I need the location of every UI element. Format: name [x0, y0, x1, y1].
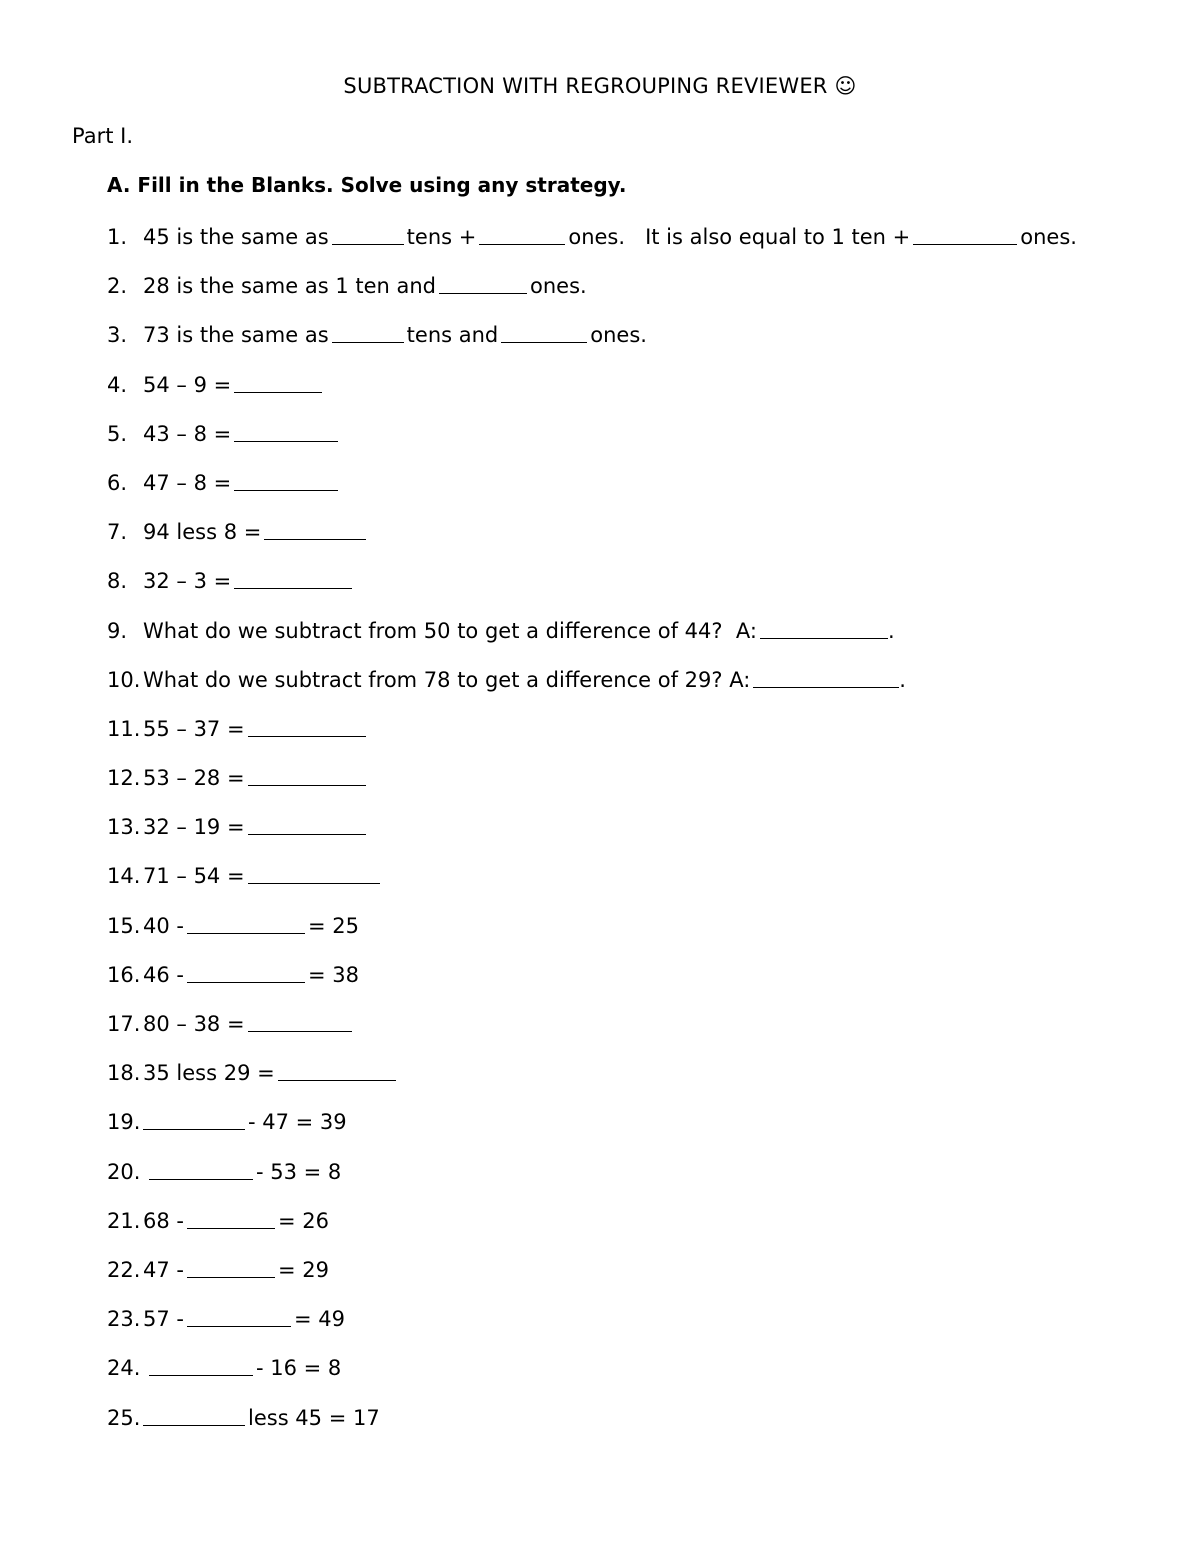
question-number: 21. [107, 1208, 141, 1233]
question-number: 25. [107, 1405, 141, 1430]
answer-blank[interactable] [234, 566, 352, 589]
question-number: 5. [107, 421, 128, 446]
question-text: 57 - [143, 1307, 184, 1332]
question-2 [107, 271, 1077, 320]
question-text: tens and [406, 323, 499, 348]
question-number: 6. [107, 470, 128, 495]
question-number: 16. [107, 962, 141, 987]
question-3 [107, 320, 1077, 369]
answer-blank[interactable] [278, 1058, 396, 1081]
question-6 [107, 468, 1077, 517]
question-14 [107, 861, 1077, 910]
question-text: . [899, 667, 906, 692]
question-text: - 47 = 39 [248, 1110, 347, 1135]
answer-blank[interactable] [439, 271, 527, 294]
question-number: 19. [107, 1110, 141, 1135]
question-number: 3. [107, 323, 128, 348]
question-number: 15. [107, 913, 141, 938]
question-17 [107, 1009, 1077, 1058]
question-1 [107, 222, 1077, 271]
question-25 [107, 1403, 1077, 1452]
question-text: 53 – 28 = [143, 766, 245, 791]
answer-blank[interactable] [248, 1009, 352, 1032]
question-number: 23. [107, 1307, 141, 1332]
question-number: 22. [107, 1257, 141, 1282]
question-text: 46 - [143, 962, 184, 987]
question-text: 32 – 19 = [143, 815, 245, 840]
answer-blank[interactable] [149, 1157, 253, 1180]
question-13 [107, 812, 1077, 861]
question-number: 10. [107, 667, 141, 692]
question-text: 68 - [143, 1208, 184, 1233]
question-text: ones. It is also equal to 1 ten + [568, 225, 911, 249]
question-number: 4. [107, 372, 128, 397]
question-number: 13. [107, 815, 141, 840]
answer-blank[interactable] [187, 960, 305, 983]
question-text: ones. [590, 323, 647, 348]
question-text: 28 is the same as 1 ten and [143, 274, 437, 299]
question-11 [107, 714, 1077, 763]
question-text: What do we subtract from 78 to get a difference of 29? A: [143, 667, 751, 692]
question-24 [107, 1353, 1077, 1402]
question-8 [107, 566, 1077, 615]
answer-blank[interactable] [187, 1206, 275, 1229]
question-number: 12. [107, 766, 141, 791]
answer-blank[interactable] [149, 1353, 253, 1376]
question-number: 17. [107, 1012, 141, 1036]
answer-blank[interactable] [913, 222, 1017, 245]
question-list [107, 222, 1077, 1452]
question-number: 7. [107, 520, 128, 545]
question-text: = 25 [307, 913, 359, 938]
question-text: 94 less 8 = [143, 520, 262, 545]
question-9 [107, 616, 1077, 665]
question-19 [107, 1107, 1077, 1156]
answer-blank[interactable] [234, 419, 338, 442]
part-heading: Part I. [72, 124, 134, 148]
question-text: 80 – 38 = [143, 1012, 245, 1036]
question-21 [107, 1206, 1077, 1255]
question-text: 47 - [143, 1257, 184, 1282]
answer-blank[interactable] [187, 1255, 275, 1278]
question-number: 2. [107, 274, 128, 299]
question-text: = 26 [277, 1208, 329, 1233]
question-text: 54 – 9 = [143, 372, 232, 397]
answer-blank[interactable] [234, 468, 338, 491]
question-text: 32 – 3 = [143, 569, 232, 594]
question-text: What do we subtract from 50 to get a difference of 44? A: [143, 618, 757, 643]
answer-blank[interactable] [264, 517, 366, 540]
question-16 [107, 960, 1077, 1009]
question-text: ones. [1020, 225, 1077, 249]
question-23 [107, 1304, 1077, 1353]
question-number: 18. [107, 1061, 141, 1086]
answer-blank[interactable] [332, 222, 404, 245]
page-title: SUBTRACTION WITH REGROUPING REVIEWER ☺ [343, 74, 857, 98]
answer-blank[interactable] [501, 320, 587, 343]
question-number: 11. [107, 716, 141, 741]
answer-blank[interactable] [248, 763, 366, 786]
question-text: 71 – 54 = [143, 864, 245, 889]
answer-blank[interactable] [753, 665, 899, 688]
question-4 [107, 370, 1077, 419]
question-text: - 16 = 8 [256, 1356, 342, 1381]
question-text: = 49 [293, 1307, 345, 1332]
question-text: - 53 = 8 [256, 1159, 342, 1184]
answer-blank[interactable] [234, 370, 322, 393]
answer-blank[interactable] [248, 861, 380, 884]
answer-blank[interactable] [187, 1304, 291, 1327]
answer-blank[interactable] [187, 911, 305, 934]
question-text: 35 less 29 = [143, 1061, 275, 1086]
answer-blank[interactable] [248, 812, 366, 835]
question-text: 43 – 8 = [143, 421, 232, 446]
question-22 [107, 1255, 1077, 1304]
question-text: = 38 [307, 962, 359, 987]
question-number: 14. [107, 864, 141, 889]
question-10 [107, 665, 1077, 714]
question-number: 9. [107, 618, 128, 643]
question-text: 40 - [143, 913, 184, 938]
question-12 [107, 763, 1077, 812]
question-text: = 29 [277, 1257, 329, 1282]
answer-blank[interactable] [479, 222, 565, 245]
question-15 [107, 911, 1077, 960]
question-text: tens + [406, 225, 477, 249]
question-text: ones. [530, 274, 587, 299]
question-text: . [887, 618, 895, 643]
question-text: less 45 = 17 [248, 1405, 380, 1430]
question-text: 47 – 8 = [143, 470, 232, 495]
question-number: 20. [107, 1159, 141, 1184]
question-5 [107, 419, 1077, 468]
answer-blank[interactable] [248, 714, 366, 737]
question-7 [107, 517, 1077, 566]
question-number: 8. [107, 569, 128, 594]
answer-blank[interactable] [332, 320, 404, 343]
answer-blank[interactable] [143, 1403, 245, 1426]
question-number: 1. [107, 225, 128, 249]
answer-blank[interactable] [760, 616, 888, 639]
question-18 [107, 1058, 1077, 1107]
question-text: 55 – 37 = [143, 716, 245, 741]
answer-blank[interactable] [143, 1107, 245, 1130]
question-20 [107, 1157, 1077, 1206]
question-text: 73 is the same as [143, 323, 329, 348]
question-text: 45 is the same as [143, 225, 329, 249]
section-heading: A. Fill in the Blanks. Solve using any strategy. [107, 173, 627, 197]
question-number: 24. [107, 1356, 141, 1381]
